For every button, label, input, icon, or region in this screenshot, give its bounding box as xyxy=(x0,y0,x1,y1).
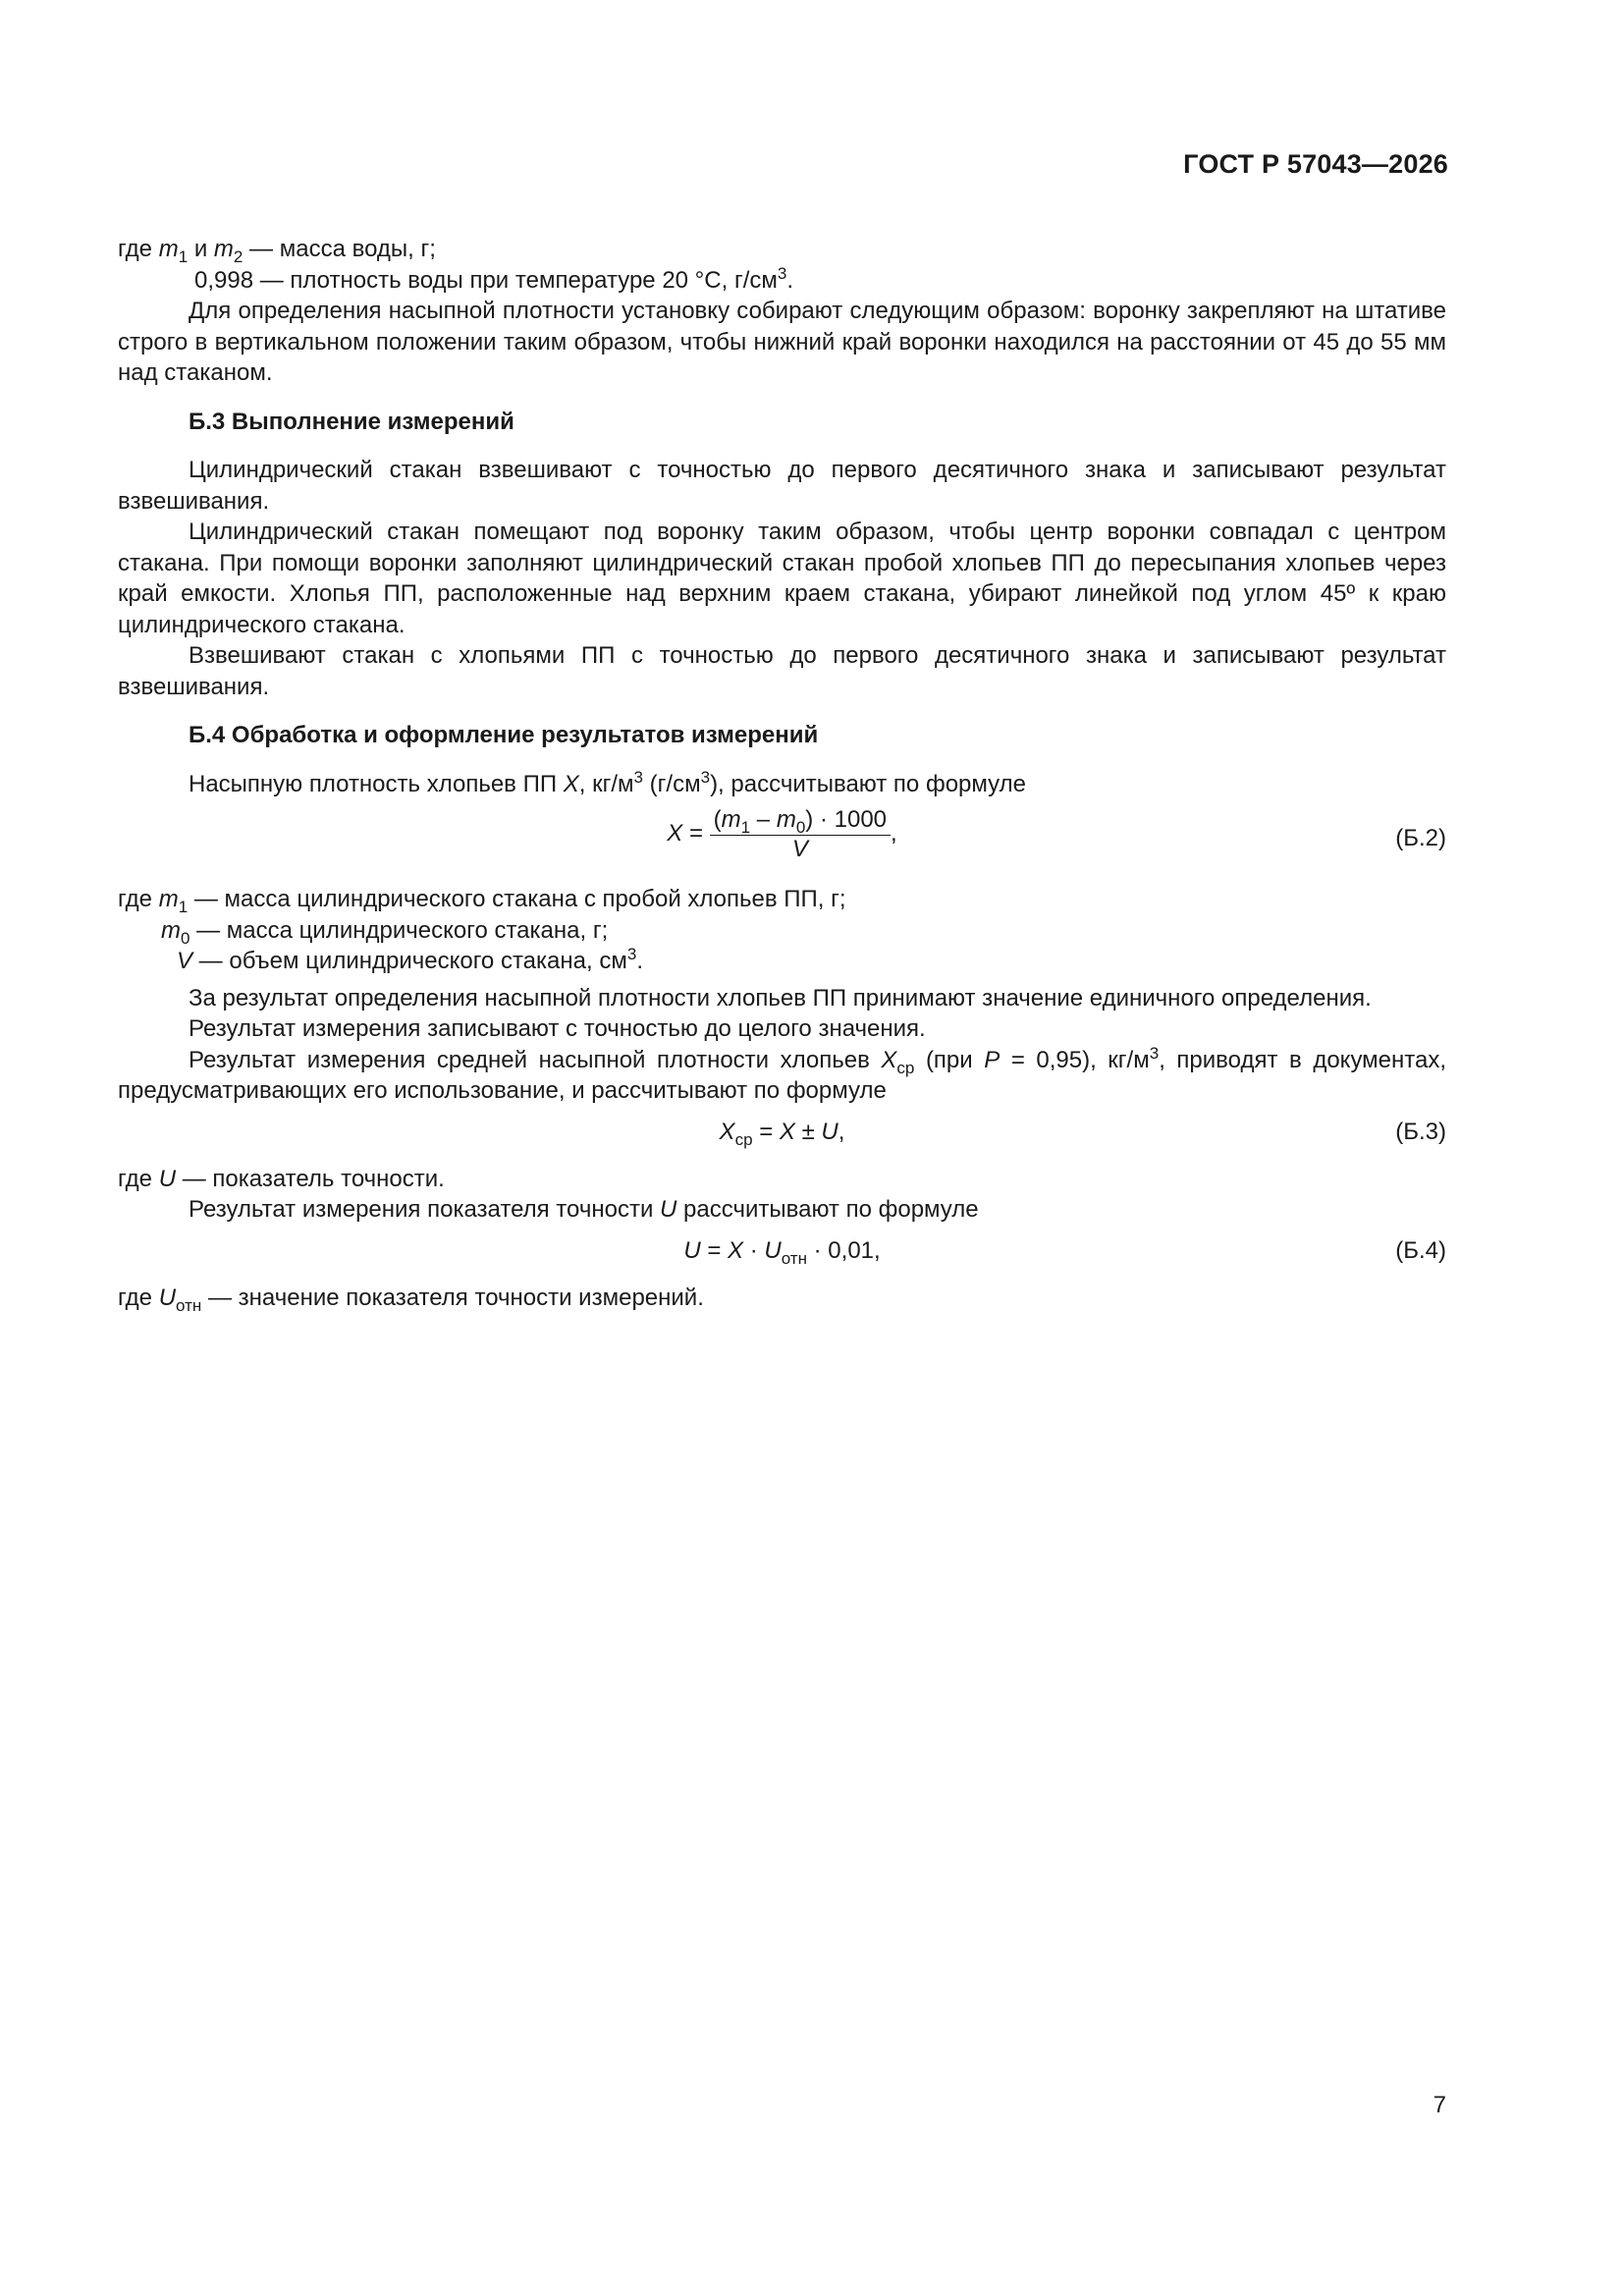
document-id: ГОСТ Р 57043—2026 xyxy=(1183,149,1448,179)
formula-b4 xyxy=(118,1235,1446,1283)
page-number: 7 xyxy=(1433,2092,1446,2118)
b4-intro-paragraph: Насыпную плотность хлопьев ПП X, $кг/м^3$ $(г/см^3)$, рассчитывают по формуле xyxy=(189,767,1026,797)
result-paragraph-3: Результат измерения средней насыпной плотности хлопьев $X_{ср}$ (при P = 0,95), $кг/м^3$, приводят в документах, предусматривающих его использование, и рассчитывают по формуле xyxy=(118,1043,1447,1104)
b3-paragraph-1: Цилиндрический стакан взвешивают с точностью до первого десятичного знака и записывают результат взвешивания. xyxy=(118,457,1446,515)
formula-b3-number: (Б.3) xyxy=(1395,1118,1446,1145)
b3-paragraph-3: Взвешивают стакан с хлопьями ПП с точностью до первого десятичного знака и записывают результат взвешивания. xyxy=(118,642,1446,700)
formula-b4-expression: $U = X \cdot U_{отн} \cdot 0,01$, xyxy=(683,1236,881,1268)
definition-m0: $m_0$ — масса цилиндрического стакана, г; xyxy=(161,916,609,948)
formula-b2 xyxy=(118,805,1446,876)
formula-b2-number: (Б.2) xyxy=(1395,825,1446,851)
b3-paragraph-2: Цилиндрический стакан помещают под воронку таким образом, чтобы центр воронки совпадал с центром стакана. При помощи воронки заполняют цилиндрический стакан пробой хлопьев ПП до пересыпания хлопьев через край емкости. Хлопья ПП, расположенные над верхним краем стакана, убирают линейкой под углом 45º к краю цилиндрического стакана. xyxy=(118,519,1447,638)
section-heading-b3: Б.3 Выполнение измерений xyxy=(189,408,514,435)
definition-u: где U — показатель точности. xyxy=(118,1165,445,1192)
fraction-numerator: $(m_1 - m_0) \cdot 1000$ xyxy=(710,805,891,836)
formula-b2-expression: X = $\frac{(m_1 - m_0) \cdot 1000}{V}$ , xyxy=(667,806,897,862)
formula-b2-fraction xyxy=(710,805,891,863)
definition-v: V — объем цилиндрического стакана, $см^3$. xyxy=(177,945,643,974)
formula-b3-expression: $X_{ср} = X \pm U$, xyxy=(719,1118,845,1149)
result-paragraph-2: Результат измерения записывают с точностью до целого значения. xyxy=(189,1015,926,1042)
definition-u-otn: где $U_{отн}$ — значение показателя точности измерений. xyxy=(118,1284,704,1315)
fraction-denominator: V xyxy=(791,836,808,862)
u-calc-paragraph: Результат измерения показателя точности U рассчитывают по формуле xyxy=(189,1196,979,1223)
definition-water-density: 0,998 — плотность воды при температуре 20 °С, $г/см^3$. xyxy=(194,263,794,294)
page-body xyxy=(118,234,1446,1313)
definition-m1: где $m_1$ — масса цилиндрического стакана с пробой хлопьев ПП, г; xyxy=(118,886,846,916)
setup-paragraph: Для определения насыпной плотности установку собирают следующим образом: воронку закрепляют на штативе строго в вертикальном положении таким образом, чтобы нижний край воронки находился на расстоянии от 45 до 55 мм над стаканом. xyxy=(118,298,1446,386)
formula-b4-number: (Б.4) xyxy=(1395,1236,1446,1264)
formula-b3 xyxy=(118,1117,1446,1164)
section-heading-b4: Б.4 Обработка и оформление результатов измерений xyxy=(189,722,819,748)
definition-m1-m2: где $m_1$ и $m_2$ — масса воды, г; xyxy=(118,236,436,266)
result-paragraph-1: За результат определения насыпной плотности хлопьев ПП принимают значение единичного определения. xyxy=(189,984,1372,1011)
